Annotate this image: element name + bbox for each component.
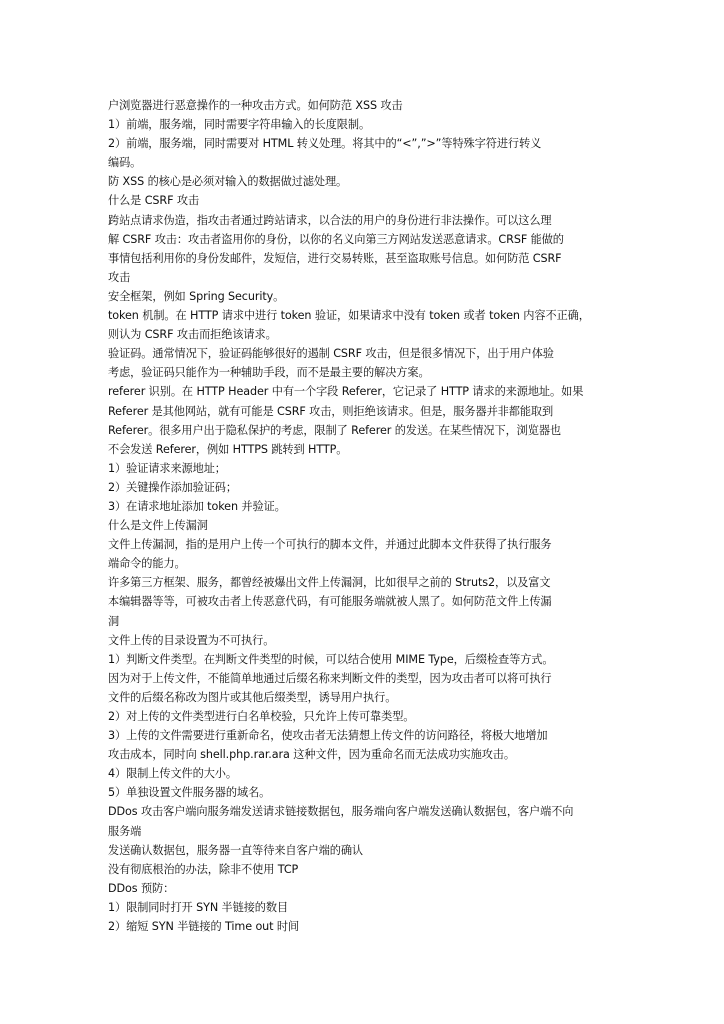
text-line: 文件的后缀名称改为图片或其他后缀类型，诱导用户执行。 <box>108 690 397 704</box>
text-line: 则认为 CSRF 攻击而拒绝该请求。 <box>108 328 277 342</box>
text-line: Referer。很多用户出于隐私保护的考虑，限制了 Referer 的发送。在某些情况下，浏览器也 <box>108 423 562 437</box>
text-line: 2）关键操作添加验证码； <box>108 480 237 494</box>
text-line: 验证码。通常情况下，验证码能够很好的遏制 CSRF 攻击，但是很多情况下，出于用户体验 <box>108 347 554 361</box>
text-line: 不会发送 Referer，例如 HTTPS 跳转到 HTTP。 <box>108 442 348 456</box>
text-line: DDos 攻击客户端向服务端发送请求链接数据包，服务端向客户端发送确认数据包，客户端不向 <box>108 805 574 819</box>
text-line: Referer 是其他网站，就有可能是 CSRF 攻击，则拒绝该请求。但是，服务器并非都能取到 <box>108 404 554 418</box>
text-line: DDos 预防： <box>108 881 175 895</box>
text-line: 1）判断文件类型。在判断文件类型的时候，可以结合使用 MIME Type，后缀检查等方式。 <box>108 652 554 666</box>
text-line: 1）限制同时打开 SYN 半链接的数目 <box>108 900 289 914</box>
text-line: 考虑，验证码只能作为一种辅助手段，而不是最主要的解决方案。 <box>108 366 430 380</box>
text-line: 本编辑器等等，可被攻击者上传恶意代码，有可能服务端就被人黑了。如何防范文件上传漏 <box>108 595 552 609</box>
text-line: 攻击 <box>108 270 131 284</box>
heading-csrf: 什么是 CSRF 攻击 <box>108 194 200 208</box>
text-line: 事情包括利用你的身份发邮件，发短信，进行交易转账，甚至盗取账号信息。如何防范 CSRF <box>108 251 562 265</box>
text-line: 3）上传的文件需要进行重新命名，使攻击者无法猜想上传文件的访问路径，将极大地增加 <box>108 729 548 743</box>
heading-file-upload: 什么是文件上传漏洞 <box>108 519 208 533</box>
text-line: 2）对上传的文件类型进行白名单校验，只允许上传可靠类型。 <box>108 710 415 723</box>
text-line: 安全框架，例如 Spring Security。 <box>108 289 285 303</box>
text-line: 1）验证请求来源地址； <box>108 461 226 475</box>
text-line: 1）前端，服务端，同时需要字符串输入的长度限制。 <box>108 118 371 132</box>
text-line: 洞 <box>108 614 120 628</box>
text-line: referer 识别。在 HTTP Header 中有一个字段 Referer，它记录了 HTTP 请求的来源地址。如果 <box>108 385 584 399</box>
text-line: 服务端 <box>108 824 142 838</box>
document-body <box>108 96 618 936</box>
text-line: 没有彻底根治的办法，除非不使用 TCP <box>108 862 299 876</box>
text-line: 文件上传漏洞，指的是用户上传一个可执行的脚本文件，并通过此脚本文件获得了执行服务 <box>108 538 552 552</box>
text-line: 5）单独设置文件服务器的域名。 <box>108 786 271 800</box>
text-line: 防 XSS 的核心是必须对输入的数据做过滤处理。 <box>108 175 348 189</box>
text-line: 4）限制上传文件的大小。 <box>108 767 237 781</box>
text-line: 文件上传的目录设置为不可执行。 <box>108 633 275 647</box>
text-line: 发送确认数据包，服务器一直等待来自客户端的确认 <box>108 843 364 857</box>
text-line: 编码。 <box>108 156 142 170</box>
text-line: 跨站点请求伪造，指攻击者通过跨站请求，以合法的用户的身份进行非法操作。可以这么理 <box>108 213 552 227</box>
text-line: 解 CSRF 攻击：攻击者盗用你的身份，以你的名义向第三方网站发送恶意请求。CRSF 能做的 <box>108 232 564 246</box>
text-line: 户浏览器进行恶意操作的一种攻击方式。如何防范 XSS 攻击 <box>108 99 403 112</box>
text-line: token 机制。在 HTTP 请求中进行 token 验证，如果请求中没有 token 或者 token 内容不正确， <box>108 309 590 323</box>
text-line: 2）缩短 SYN 半链接的 Time out 时间 <box>108 920 300 934</box>
text-line: 2）前端，服务端，同时需要对 HTML 转义处理。将其中的“<”,”>”等特殊字符进行转义 <box>108 137 542 151</box>
text-line: 端命令的能力。 <box>108 557 186 571</box>
text-line: 攻击成本，同时向 shell.php.rar.ara 这种文件，因为重命名而无法成功实施攻击。 <box>108 748 515 762</box>
text-line: 3）在请求地址添加 token 并验证。 <box>108 499 286 513</box>
text-line: 许多第三方框架、服务，都曾经被爆出文件上传漏洞，比如很早之前的 Struts2，以及富文 <box>108 576 551 590</box>
text-line: 因为对于上传文件，不能简单地通过后缀名称来判断文件的类型，因为攻击者可以将可执行 <box>108 671 552 685</box>
